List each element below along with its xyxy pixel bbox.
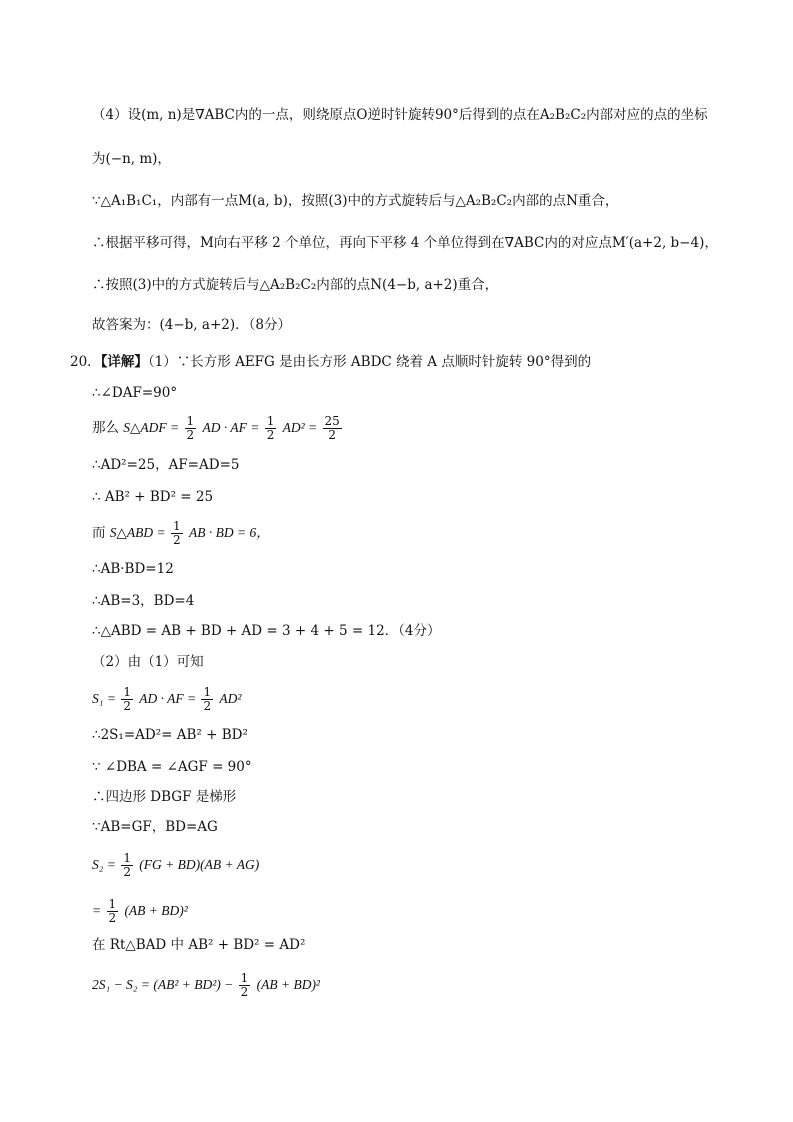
q20-line11 bbox=[92, 686, 241, 713]
denominator: 2 bbox=[123, 699, 131, 713]
q20-line12: ∴2S₁=AD²= AB² + BD² bbox=[92, 727, 248, 743]
q20-line5: ∴ AB² + BD² = 25 bbox=[92, 489, 214, 505]
formula-part: AD² bbox=[219, 691, 242, 706]
q20-line4: ∴AD²=25，AF=AD=5 bbox=[92, 457, 240, 473]
question-number: 20． bbox=[70, 354, 101, 370]
part4-line3: ∵△A₁B₁C₁，内部有一点M(a, b)，按照(3)中的方式旋转后与△A₂B₂C₂内部的点N重合， bbox=[92, 193, 619, 209]
part4-line4: ∴根据平移可得，M向右平移 2 个单位，再向下平移 4 个单位得到在∇ABC内的对应点M′(a+2, b−4)， bbox=[92, 235, 718, 251]
formula-part: AD · AF = bbox=[202, 420, 263, 435]
numerator: 25 bbox=[324, 414, 340, 428]
formula-part: AD · AF = bbox=[139, 691, 200, 706]
denominator: 2 bbox=[203, 699, 212, 713]
q20-line6 bbox=[92, 520, 270, 547]
q20-line13: ∵ ∠DBA = ∠AGF = 90° bbox=[92, 759, 252, 775]
q20-line18: 在 Rt△BAD 中 AB² + BD² = AD² bbox=[92, 937, 306, 953]
formula-part: (AB + BD)² bbox=[256, 977, 320, 992]
part4-line1: （4）设(m, n)是∇ABC内的一点，则绕原点O逆时针旋转90°后得到的点在A₂B₂C₂内部对应的点的坐标 bbox=[92, 107, 708, 123]
formula-part: 2S₁ − S₂ = (AB² + BD²) − bbox=[92, 977, 237, 992]
fraction-half bbox=[201, 686, 213, 713]
q20-line19 bbox=[92, 972, 320, 999]
denominator: 2 bbox=[186, 428, 195, 442]
q20-line9: ∴△ABD = AB + BD + AD = 3 + 4 + 5 = 12．（4分） bbox=[92, 623, 441, 639]
numerator: 1 bbox=[203, 685, 212, 699]
fraction-half bbox=[239, 972, 251, 999]
q20-line7: ∴AB·BD=12 bbox=[92, 561, 174, 577]
fraction-25-over-2 bbox=[323, 415, 342, 442]
denominator: 2 bbox=[328, 428, 336, 442]
q20-line17 bbox=[92, 898, 188, 925]
q20-line1: （1）∵长方形 AEFG 是由长方形 ABDC 绕着 A 点顺时针旋转 90°得到的 bbox=[147, 354, 592, 370]
denominator: 2 bbox=[108, 911, 117, 925]
text: 那么 bbox=[92, 420, 119, 436]
denominator: 2 bbox=[266, 428, 275, 442]
fraction-half bbox=[121, 686, 133, 713]
q20-header bbox=[70, 353, 591, 371]
q20-line16 bbox=[92, 852, 259, 879]
numerator: 1 bbox=[186, 414, 195, 428]
formula-part: AD² = bbox=[282, 420, 321, 435]
formula-part: AB · BD = 6， bbox=[188, 525, 270, 540]
fraction-half bbox=[185, 415, 197, 442]
text: 而 bbox=[92, 525, 106, 541]
part4-line5: ∴按照(3)中的方式旋转后与△A₂B₂C₂内部的点N(4−b, a+2)重合， bbox=[92, 277, 499, 293]
numerator: 1 bbox=[173, 519, 181, 533]
formula-part: S△ADF = bbox=[123, 420, 183, 435]
q20-line15: ∵AB=GF，BD=AG bbox=[92, 819, 218, 835]
numerator: 1 bbox=[123, 851, 131, 865]
fraction-half bbox=[265, 415, 277, 442]
formula-part: (AB + BD)² bbox=[124, 903, 188, 918]
denominator: 2 bbox=[173, 533, 181, 547]
fraction-half bbox=[171, 520, 183, 547]
q20-line14: ∴四边形 DBGF 是梯形 bbox=[92, 789, 237, 805]
q20-line10: （2）由（1）可知 bbox=[92, 654, 204, 670]
formula-part: (FG + BD)(AB + AG) bbox=[139, 857, 260, 872]
formula-part: = bbox=[92, 903, 105, 918]
numerator: 1 bbox=[108, 897, 117, 911]
q20-line8: ∴AB=3，BD=4 bbox=[92, 593, 195, 609]
numerator: 1 bbox=[266, 414, 275, 428]
denominator: 2 bbox=[240, 985, 249, 999]
part4-line6: 故答案为：(4−b, a+2)．（8分） bbox=[92, 317, 291, 333]
fraction-half bbox=[121, 852, 133, 879]
part4-line2: 为(−n, m)， bbox=[92, 151, 171, 167]
formula-part: S△ABD = bbox=[109, 525, 170, 540]
detail-heading: 【详解】 bbox=[100, 354, 148, 370]
q20-line3 bbox=[92, 415, 344, 442]
q20-line2: ∴∠DAF=90° bbox=[92, 385, 178, 401]
denominator: 2 bbox=[123, 865, 131, 879]
numerator: 1 bbox=[123, 685, 131, 699]
formula-part: S₂ = bbox=[92, 857, 120, 872]
fraction-half bbox=[107, 898, 119, 925]
formula-part: S₁ = bbox=[92, 691, 120, 706]
numerator: 1 bbox=[240, 971, 249, 985]
